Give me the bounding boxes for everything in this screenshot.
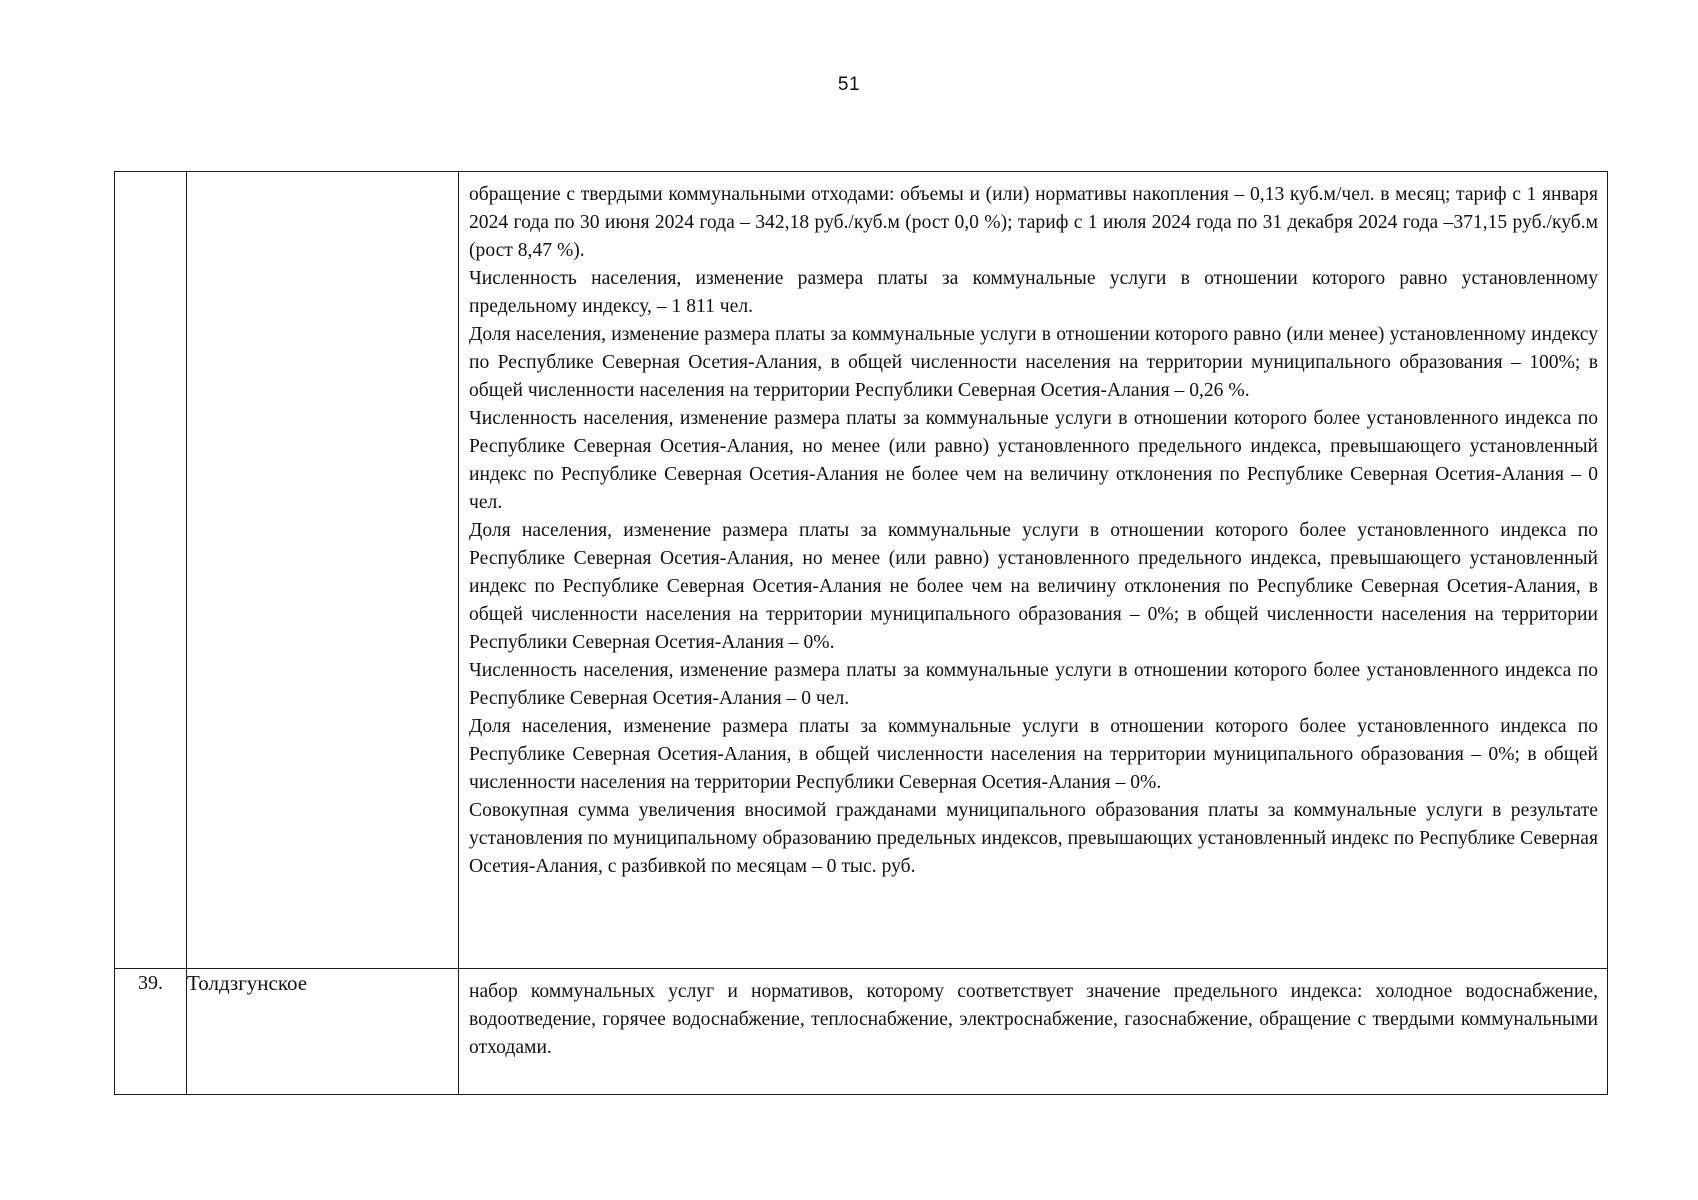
table-row bbox=[115, 172, 1608, 969]
municipal-index-table bbox=[114, 171, 1608, 1095]
table-row bbox=[115, 969, 1608, 1095]
paragraph-total-increase-sum: Совокупная сумма увеличения вносимой гражданами муниципального образования платы за коммунальные услуги в результате установления по муниципальному образованию предельных индексов, превышающих установленный индекс по Республике Северная Осетия-Алания, с разбивкой по месяцам – 0 тыс. руб. bbox=[469, 800, 1598, 877]
description-cell bbox=[459, 172, 1608, 969]
paragraph-population-above-within-deviation: Численность населения, изменение размера платы за коммунальные услуги в отношении которого более установленного индекса по Республике Северная Осетия-Алания, но менее (или равно) установленного предельного индекса, превышающего установленный индекс по Республике Северная Осетия-Алания не более чем на величину отклонения по Республике Северная Осетия-Алания – 0 чел. bbox=[469, 408, 1598, 513]
municipality-name-cell bbox=[187, 172, 459, 969]
paragraph-services-set: набор коммунальных услуг и нормативов, которому соответствует значение предельного индекса: холодное водоснабжение, водоотведение, горячее водоснабжение, теплоснабжение, электроснабжение, газоснабжение, обращение с твердыми коммунальными отходами. bbox=[469, 981, 1598, 1058]
description-cell bbox=[459, 969, 1608, 1095]
paragraph-population-equal-limit: Численность населения, изменение размера платы за коммунальные услуги в отношении которого равно установленному предельному индексу, – 1 811 чел. bbox=[469, 268, 1598, 317]
paragraph-population-above-index: Численность населения, изменение размера платы за коммунальные услуги в отношении которого более установленного индекса по Республике Северная Осетия-Алания – 0 чел. bbox=[469, 660, 1598, 709]
paragraph-share-equal-or-less: Доля населения, изменение размера платы за коммунальные услуги в отношении которого равно (или менее) установленному индексу по Республике Северная Осетия-Алания, в общей численности населения на территории муниципального образования – 100%; в общей численности населения на территории Республики Северная Осетия-Алания – 0,26 %. bbox=[469, 324, 1598, 401]
paragraph-waste-tariff: обращение с твердыми коммунальными отходами: объемы и (или) нормативы накопления – 0,13 куб.м/чел. в месяц; тариф с 1 января 2024 года по 30 июня 2024 года – 342,18 руб./куб.м (рост 0,0 %); тариф с 1 июля 2024 года по 31 декабря 2024 года –371,15 руб./куб.м (рост 8,47 %). bbox=[469, 184, 1598, 261]
row-number-cell: 39. bbox=[115, 969, 187, 1095]
paragraph-share-above-index: Доля населения, изменение размера платы за коммунальные услуги в отношении которого более установленного индекса по Республике Северная Осетия-Алания, в общей численности населения на территории муниципального образования – 0%; в общей численности населения на территории Республики Северная Осетия-Алания – 0%. bbox=[469, 716, 1598, 793]
page-number: 51 bbox=[837, 74, 861, 95]
paragraph-share-above-within-deviation: Доля населения, изменение размера платы за коммунальные услуги в отношении которого более установленного индекса по Республике Северная Осетия-Алания, но менее (или равно) установленного предельного индекса, превышающего установленный индекс по Республике Северная Осетия-Алания не более чем на величину отклонения по Республике Северная Осетия-Алания, в общей численности населения на территории муниципального образования – 0%; в общей численности населения на территории Республики Северная Осетия-Алания – 0%. bbox=[469, 520, 1598, 653]
row-number-cell bbox=[115, 172, 187, 969]
municipality-name-cell: Толдзгунское bbox=[187, 969, 459, 1095]
